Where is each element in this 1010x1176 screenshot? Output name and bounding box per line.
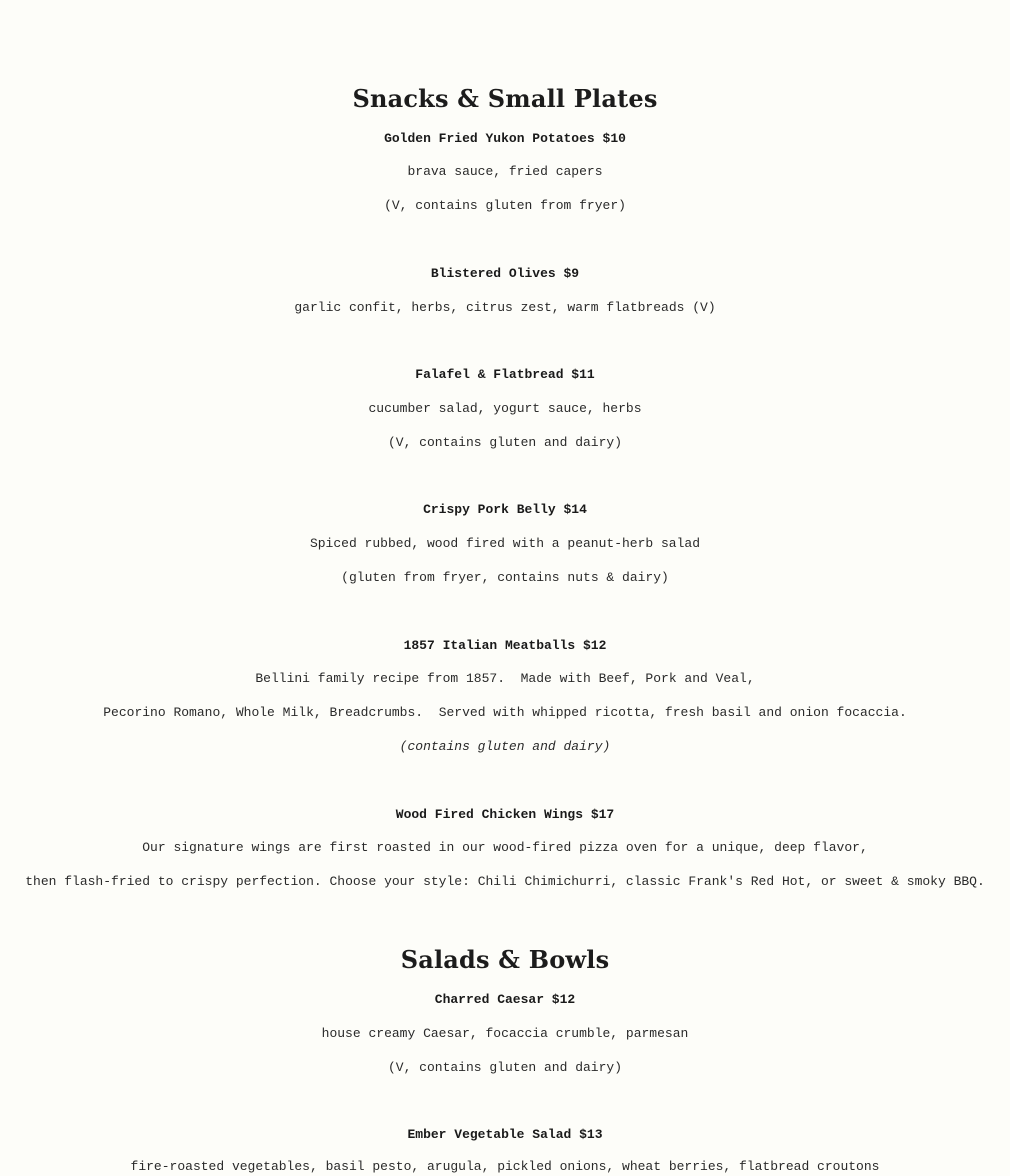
item-dietary-note: (V, contains gluten and dairy) [387, 435, 623, 450]
item-description: Our signature wings are first roasted in our wood-fired pizza oven for a unique, deep flavor, [142, 840, 868, 855]
item-name-falafel-flatbread: Falafel & Flatbread $11 [415, 367, 595, 382]
item-name-ember-vegetable-salad: Ember Vegetable Salad $13 [407, 1127, 603, 1142]
item-dietary-note: (gluten from fryer, contains nuts & dairy) [341, 570, 669, 585]
item-name-blistered-olives: Blistered Olives $9 [430, 266, 580, 281]
item-description: house creamy Caesar, focaccia crumble, parmesan [321, 1026, 689, 1041]
item-description: cucumber salad, yogurt sauce, herbs [368, 401, 642, 416]
item-name-chicken-wings: Wood Fired Chicken Wings $17 [395, 807, 615, 822]
item-name-italian-meatballs: 1857 Italian Meatballs $12 [403, 638, 607, 653]
item-dietary-note: (V, contains gluten and dairy) [387, 1060, 623, 1075]
item-name-crispy-pork-belly: Crispy Pork Belly $14 [423, 502, 587, 517]
item-description: Pecorino Romano, Whole Milk, Breadcrumbs. Served with whipped ricotta, fresh basil and onion focaccia. [103, 705, 907, 720]
item-description: brava sauce, fried capers [407, 164, 603, 179]
item-name-fried-potatoes: Golden Fried Yukon Potatoes $10 [384, 131, 626, 146]
item-description: then flash-fried to crispy perfection. Choose your style: Chili Chimichurri, classic Frank's Red Hot, or sweet & smoky BBQ. [25, 874, 985, 889]
item-dietary-note: (contains gluten and dairy) [399, 739, 611, 754]
section-title-snacks: Snacks & Small Plates [352, 84, 658, 113]
item-description: garlic confit, herbs, citrus zest, warm flatbreads (V) [294, 300, 716, 315]
item-description: Spiced rubbed, wood fired with a peanut-herb salad [309, 536, 701, 551]
item-description: Bellini family recipe from 1857. Made with Beef, Pork and Veal, [255, 671, 755, 686]
section-title-salads: Salads & Bowls [400, 945, 610, 974]
item-description: fire-roasted vegetables, basil pesto, arugula, pickled onions, wheat berries, flatbread croutons [130, 1159, 880, 1174]
item-dietary-note: (V, contains gluten from fryer) [384, 198, 626, 213]
item-name-charred-caesar: Charred Caesar $12 [434, 992, 576, 1007]
